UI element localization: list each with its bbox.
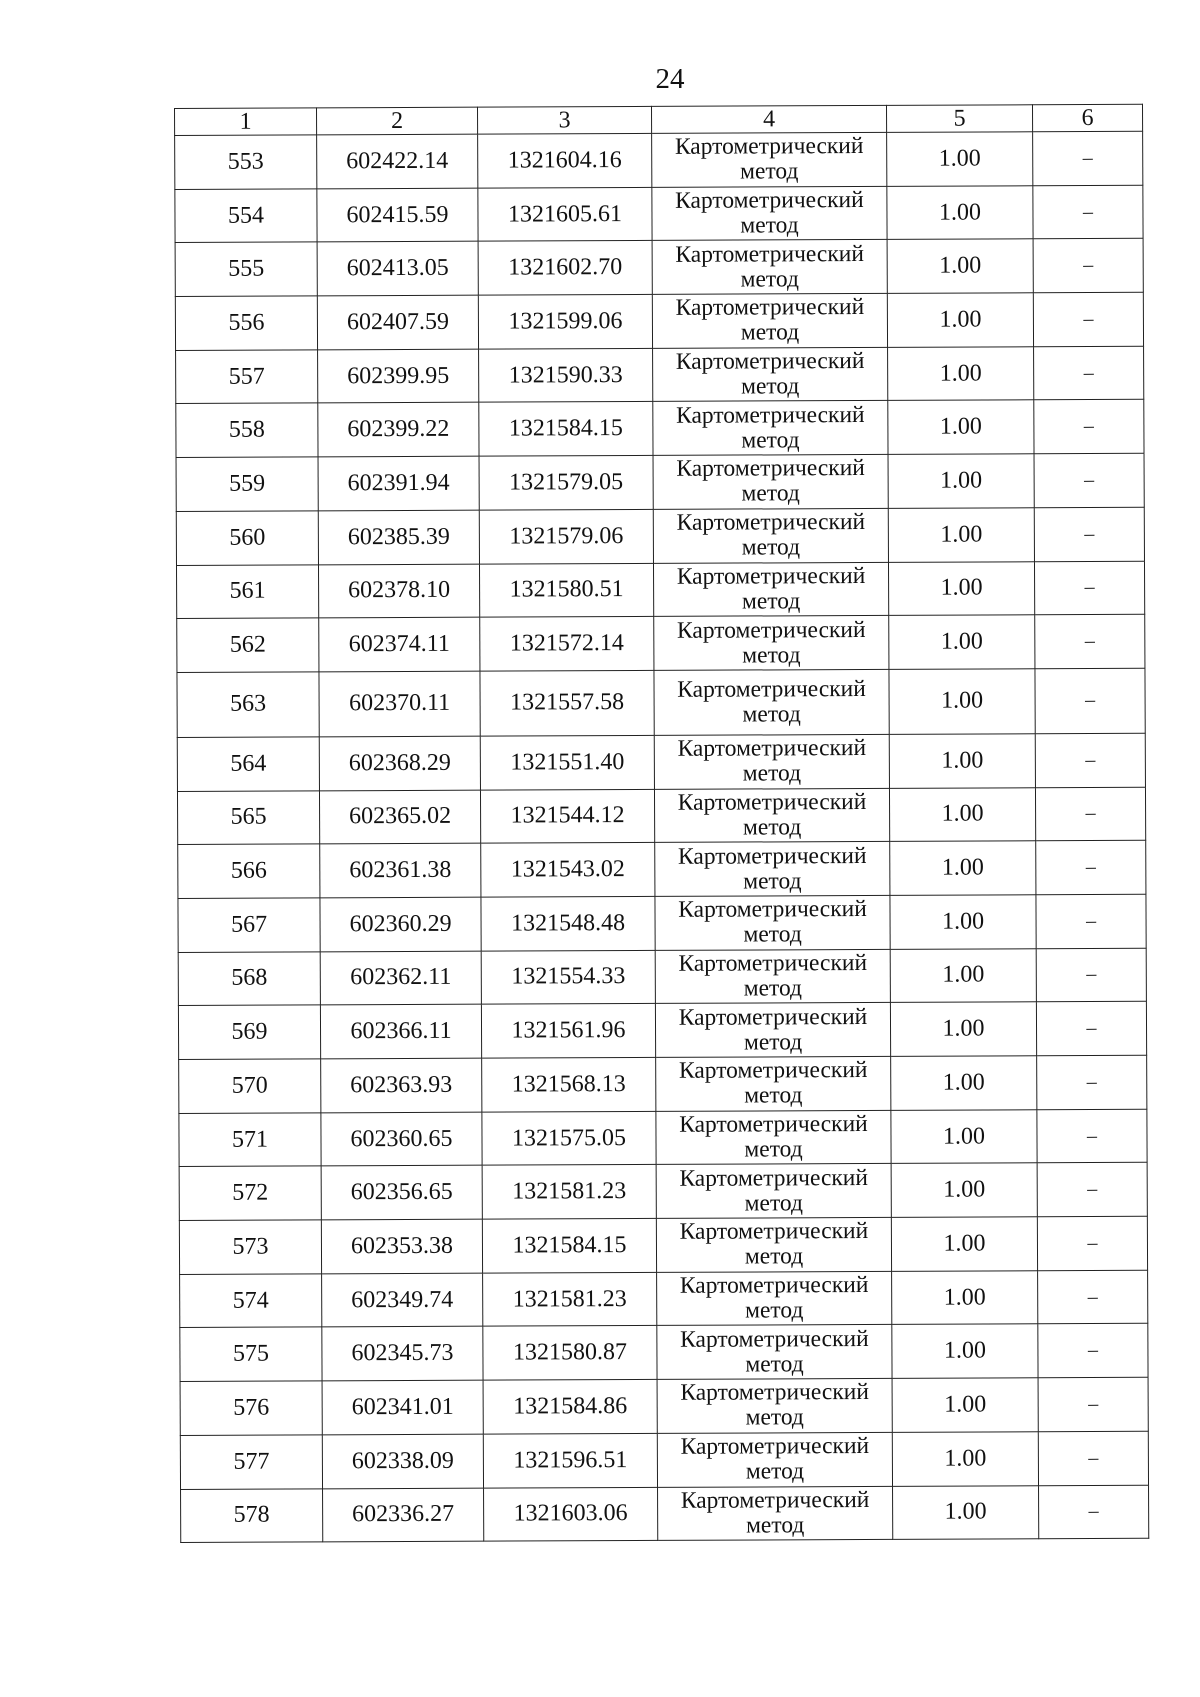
note-cell: –	[1034, 400, 1144, 454]
note-cell: –	[1033, 131, 1143, 185]
y-coordinate-cell: 1321561.96	[481, 1004, 655, 1058]
method-cell	[657, 1379, 892, 1434]
note-cell: –	[1039, 1485, 1149, 1539]
column-header: 6	[1032, 104, 1142, 131]
y-coordinate-cell: 1321544.12	[480, 789, 654, 843]
x-coordinate-cell: 602399.95	[318, 349, 479, 403]
y-coordinate-cell: 1321590.33	[479, 348, 653, 402]
table-row	[176, 507, 1144, 565]
point-number-cell: 569	[178, 1005, 320, 1059]
method-text: метод	[745, 1351, 804, 1378]
y-coordinate-cell: 1321551.40	[480, 735, 654, 789]
x-coordinate-cell: 602391.94	[318, 456, 479, 510]
method-text: Картометрический	[675, 240, 864, 268]
note-cell: –	[1034, 453, 1144, 507]
note-cell: –	[1034, 561, 1144, 615]
accuracy-cell: 1.00	[892, 1378, 1038, 1432]
y-coordinate-cell: 1321584.86	[483, 1380, 657, 1434]
accuracy-cell: 1.00	[891, 1217, 1037, 1271]
accuracy-cell: 1.00	[887, 293, 1033, 347]
column-header: 2	[317, 107, 478, 135]
table-row	[179, 1163, 1147, 1221]
point-number-cell: 564	[177, 737, 319, 791]
x-coordinate-cell: 602374.11	[319, 617, 480, 671]
method-cell	[656, 1164, 891, 1219]
y-coordinate-cell: 1321596.51	[483, 1433, 657, 1487]
table-row	[175, 239, 1143, 297]
y-coordinate-cell: 1321579.06	[479, 509, 653, 563]
x-coordinate-cell: 602366.11	[320, 1004, 481, 1058]
table-row	[181, 1485, 1149, 1543]
point-number-cell: 563	[177, 672, 319, 738]
note-cell: –	[1037, 1163, 1147, 1217]
y-coordinate-cell: 1321584.15	[482, 1218, 656, 1272]
method-cell	[652, 186, 887, 241]
table-row	[176, 561, 1144, 619]
point-number-cell: 572	[179, 1166, 321, 1220]
method-cell	[658, 1486, 893, 1541]
note-cell: –	[1033, 292, 1143, 346]
table-row	[180, 1431, 1148, 1489]
method-text: Картометрический	[679, 1164, 868, 1192]
accuracy-cell: 1.00	[889, 734, 1035, 788]
method-text: метод	[743, 975, 803, 1002]
x-coordinate-cell: 602345.73	[322, 1327, 483, 1381]
table-row	[180, 1377, 1148, 1435]
point-number-cell: 568	[178, 951, 320, 1005]
point-number-cell: 570	[179, 1059, 321, 1113]
method-cell	[656, 1056, 891, 1111]
method-cell	[652, 240, 887, 295]
method-text: Картометрический	[677, 788, 867, 816]
method-text: Картометрический	[676, 562, 866, 590]
accuracy-cell: 1.00	[892, 1270, 1038, 1324]
column-header: 1	[175, 108, 317, 136]
table-row	[176, 346, 1144, 404]
point-number-cell: 555	[175, 242, 317, 296]
method-text: Картометрический	[679, 1111, 868, 1138]
accuracy-cell: 1.00	[887, 132, 1033, 186]
method-text: метод	[744, 1136, 803, 1163]
table-row	[178, 1002, 1146, 1060]
x-coordinate-cell: 602349.74	[322, 1273, 483, 1327]
method-text: Картометрический	[680, 1486, 870, 1514]
point-number-cell: 573	[179, 1220, 321, 1274]
x-coordinate-cell: 602399.22	[318, 403, 479, 457]
method-cell	[656, 1217, 891, 1272]
table-row	[179, 1055, 1147, 1113]
note-cell: –	[1036, 894, 1146, 948]
y-coordinate-cell: 1321581.23	[482, 1165, 656, 1219]
method-text: метод	[744, 1243, 804, 1270]
method-cell	[655, 895, 890, 950]
method-text: Картометрический	[678, 1057, 868, 1085]
method-text: метод	[745, 1458, 805, 1485]
method-text: метод	[740, 212, 799, 239]
y-coordinate-cell: 1321581.23	[483, 1272, 657, 1326]
point-number-cell: 574	[180, 1274, 322, 1328]
note-cell: –	[1038, 1377, 1148, 1431]
method-text: Картометрический	[678, 896, 867, 924]
x-coordinate-cell: 602336.27	[323, 1488, 484, 1542]
method-text: метод	[744, 1189, 803, 1217]
point-number-cell: 567	[178, 898, 320, 952]
method-text: Картометрический	[680, 1379, 869, 1407]
method-text: Картометрический	[675, 294, 865, 322]
y-coordinate-cell: 1321575.05	[482, 1111, 656, 1165]
accuracy-cell: 1.00	[889, 787, 1035, 841]
table-row	[175, 131, 1143, 189]
method-text: Картометрический	[676, 455, 865, 483]
y-coordinate-cell: 1321557.58	[480, 670, 654, 736]
x-coordinate-cell: 602368.29	[319, 736, 480, 790]
table-row	[177, 733, 1145, 791]
accuracy-cell: 1.00	[889, 669, 1035, 735]
method-text: Картометрический	[676, 509, 866, 536]
method-cell	[655, 1003, 890, 1058]
y-coordinate-cell: 1321603.06	[484, 1487, 658, 1541]
note-cell: –	[1038, 1431, 1148, 1485]
accuracy-cell: 1.00	[887, 185, 1033, 239]
x-coordinate-cell: 602361.38	[320, 843, 481, 897]
method-text: Картометрический	[676, 616, 866, 644]
method-text: Картометрический	[677, 675, 866, 703]
point-number-cell: 556	[175, 296, 317, 350]
point-number-cell: 553	[175, 135, 317, 189]
method-text: метод	[745, 1404, 804, 1431]
column-header: 3	[477, 106, 651, 134]
point-number-cell: 559	[176, 457, 318, 511]
method-text: Картометрический	[677, 735, 867, 763]
x-coordinate-cell: 602415.59	[317, 188, 478, 242]
note-cell: –	[1035, 614, 1145, 668]
y-coordinate-cell: 1321554.33	[481, 950, 655, 1004]
method-text: Картометрический	[675, 187, 864, 214]
column-header: 5	[886, 105, 1032, 133]
table-row	[178, 894, 1146, 952]
method-text: метод	[743, 1028, 803, 1056]
x-coordinate-cell: 602385.39	[318, 510, 479, 564]
column-header: 4	[651, 105, 886, 133]
x-coordinate-cell: 602407.59	[317, 295, 478, 349]
method-cell	[653, 562, 888, 617]
method-text: метод	[741, 373, 800, 400]
page-number: 24	[655, 63, 685, 95]
x-coordinate-cell: 602356.65	[321, 1166, 482, 1220]
y-coordinate-cell: 1321580.87	[483, 1326, 657, 1380]
method-text: Картометрический	[674, 133, 864, 161]
x-coordinate-cell: 602422.14	[317, 134, 478, 188]
method-cell	[654, 788, 889, 843]
method-text: метод	[742, 760, 802, 787]
method-text: Картометрический	[679, 1272, 869, 1299]
method-cell	[657, 1432, 892, 1487]
point-number-cell: 557	[176, 350, 318, 404]
x-coordinate-cell: 602338.09	[322, 1434, 483, 1488]
note-cell: –	[1035, 668, 1145, 733]
table-row	[179, 1109, 1147, 1167]
x-coordinate-cell: 602362.11	[320, 951, 481, 1005]
accuracy-cell: 1.00	[889, 615, 1035, 669]
table-row	[178, 948, 1146, 1006]
x-coordinate-cell: 602360.65	[321, 1112, 482, 1166]
table-row	[177, 787, 1145, 845]
point-number-cell: 578	[181, 1488, 323, 1542]
method-text: Картометрический	[679, 1218, 869, 1246]
note-cell: –	[1036, 841, 1146, 895]
table-row	[179, 1216, 1147, 1274]
point-number-cell: 575	[180, 1327, 322, 1381]
y-coordinate-cell: 1321579.05	[479, 456, 653, 510]
note-cell: –	[1037, 1216, 1147, 1270]
table-body	[175, 131, 1149, 1542]
point-number-cell: 561	[176, 564, 318, 618]
accuracy-cell: 1.00	[890, 895, 1036, 949]
table-row	[176, 453, 1144, 511]
y-coordinate-cell: 1321580.51	[479, 563, 653, 617]
y-coordinate-cell: 1321543.02	[481, 843, 655, 897]
method-text: метод	[745, 1512, 805, 1539]
point-number-cell: 571	[179, 1113, 321, 1167]
method-cell	[654, 734, 889, 789]
note-cell: –	[1038, 1270, 1148, 1324]
method-cell	[653, 508, 888, 563]
note-cell: –	[1033, 185, 1143, 239]
x-coordinate-cell: 602341.01	[322, 1380, 483, 1434]
method-text: метод	[741, 480, 800, 507]
method-text: метод	[743, 867, 802, 895]
method-text: метод	[740, 319, 800, 346]
method-text: метод	[742, 641, 801, 669]
y-coordinate-cell: 1321599.06	[478, 294, 652, 348]
y-coordinate-cell: 1321602.70	[478, 241, 652, 295]
method-text: Картометрический	[675, 348, 865, 375]
method-text: метод	[741, 534, 801, 561]
accuracy-cell: 1.00	[890, 1002, 1036, 1056]
x-coordinate-cell: 602360.29	[320, 897, 481, 951]
table-row	[177, 614, 1145, 672]
note-cell: –	[1035, 733, 1145, 787]
method-cell	[652, 293, 887, 348]
note-cell: –	[1037, 1055, 1147, 1109]
table-row	[180, 1270, 1148, 1328]
table-row	[175, 292, 1143, 350]
method-cell	[653, 455, 888, 510]
table-row	[178, 841, 1146, 899]
table-row	[177, 668, 1145, 737]
note-cell: –	[1034, 507, 1144, 561]
note-cell: –	[1036, 948, 1146, 1002]
method-text: метод	[741, 427, 800, 454]
method-text: Картометрический	[678, 949, 868, 977]
point-number-cell: 562	[177, 618, 319, 672]
accuracy-cell: 1.00	[888, 400, 1034, 454]
x-coordinate-cell: 602413.05	[317, 242, 478, 296]
y-coordinate-cell: 1321568.13	[482, 1057, 656, 1111]
accuracy-cell: 1.00	[893, 1485, 1039, 1539]
point-number-cell: 560	[176, 511, 318, 565]
note-cell: –	[1034, 346, 1144, 400]
x-coordinate-cell: 602363.93	[321, 1058, 482, 1112]
method-text: Картометрический	[676, 401, 865, 429]
y-coordinate-cell: 1321584.15	[479, 402, 653, 456]
method-cell	[653, 347, 888, 402]
method-cell	[654, 616, 889, 671]
point-number-cell: 577	[180, 1435, 322, 1489]
method-text: метод	[742, 814, 802, 841]
note-cell: –	[1035, 787, 1145, 841]
accuracy-cell: 1.00	[887, 239, 1033, 293]
y-coordinate-cell: 1321548.48	[481, 896, 655, 950]
note-cell: –	[1036, 1002, 1146, 1056]
method-cell	[657, 1325, 892, 1380]
point-number-cell: 558	[176, 403, 318, 457]
accuracy-cell: 1.00	[888, 561, 1034, 615]
method-text: метод	[741, 588, 801, 615]
accuracy-cell: 1.00	[892, 1324, 1038, 1378]
accuracy-cell: 1.00	[892, 1432, 1038, 1486]
method-text: метод	[740, 158, 799, 185]
method-cell	[655, 949, 890, 1004]
accuracy-cell: 1.00	[888, 454, 1034, 508]
method-text: Картометрический	[680, 1325, 869, 1353]
point-number-cell: 566	[178, 844, 320, 898]
method-cell	[656, 1110, 891, 1165]
table-row	[180, 1324, 1148, 1382]
method-cell	[657, 1271, 892, 1326]
method-cell	[653, 401, 888, 456]
method-cell	[654, 669, 889, 735]
method-text: метод	[743, 921, 802, 948]
accuracy-cell: 1.00	[888, 347, 1034, 401]
method-text: метод	[744, 1082, 803, 1109]
accuracy-cell: 1.00	[890, 841, 1036, 895]
accuracy-cell: 1.00	[891, 1109, 1037, 1163]
method-cell	[655, 842, 890, 897]
accuracy-cell: 1.00	[890, 948, 1036, 1002]
note-cell: –	[1033, 239, 1143, 293]
table-row	[175, 185, 1143, 243]
point-number-cell: 576	[180, 1381, 322, 1435]
accuracy-cell: 1.00	[888, 508, 1034, 562]
method-text: метод	[745, 1297, 804, 1324]
method-text: Картометрический	[680, 1433, 870, 1460]
coordinates-table	[174, 104, 1149, 1543]
method-text: метод	[742, 701, 801, 728]
method-text: Картометрический	[678, 1003, 868, 1031]
table-header-row	[175, 104, 1143, 135]
x-coordinate-cell: 602378.10	[318, 564, 479, 618]
x-coordinate-cell: 602365.02	[319, 790, 480, 844]
y-coordinate-cell: 1321604.16	[478, 133, 652, 187]
method-text: Картометрический	[677, 842, 867, 870]
y-coordinate-cell: 1321572.14	[480, 617, 654, 671]
note-cell: –	[1038, 1324, 1148, 1378]
note-cell: –	[1037, 1109, 1147, 1163]
table-row	[176, 400, 1144, 458]
accuracy-cell: 1.00	[891, 1056, 1037, 1110]
x-coordinate-cell: 602353.38	[321, 1219, 482, 1273]
y-coordinate-cell: 1321605.61	[478, 187, 652, 241]
method-cell	[652, 132, 887, 187]
accuracy-cell: 1.00	[891, 1163, 1037, 1217]
point-number-cell: 565	[177, 790, 319, 844]
method-text: метод	[740, 265, 799, 293]
x-coordinate-cell: 602370.11	[319, 671, 480, 737]
point-number-cell: 554	[175, 189, 317, 243]
